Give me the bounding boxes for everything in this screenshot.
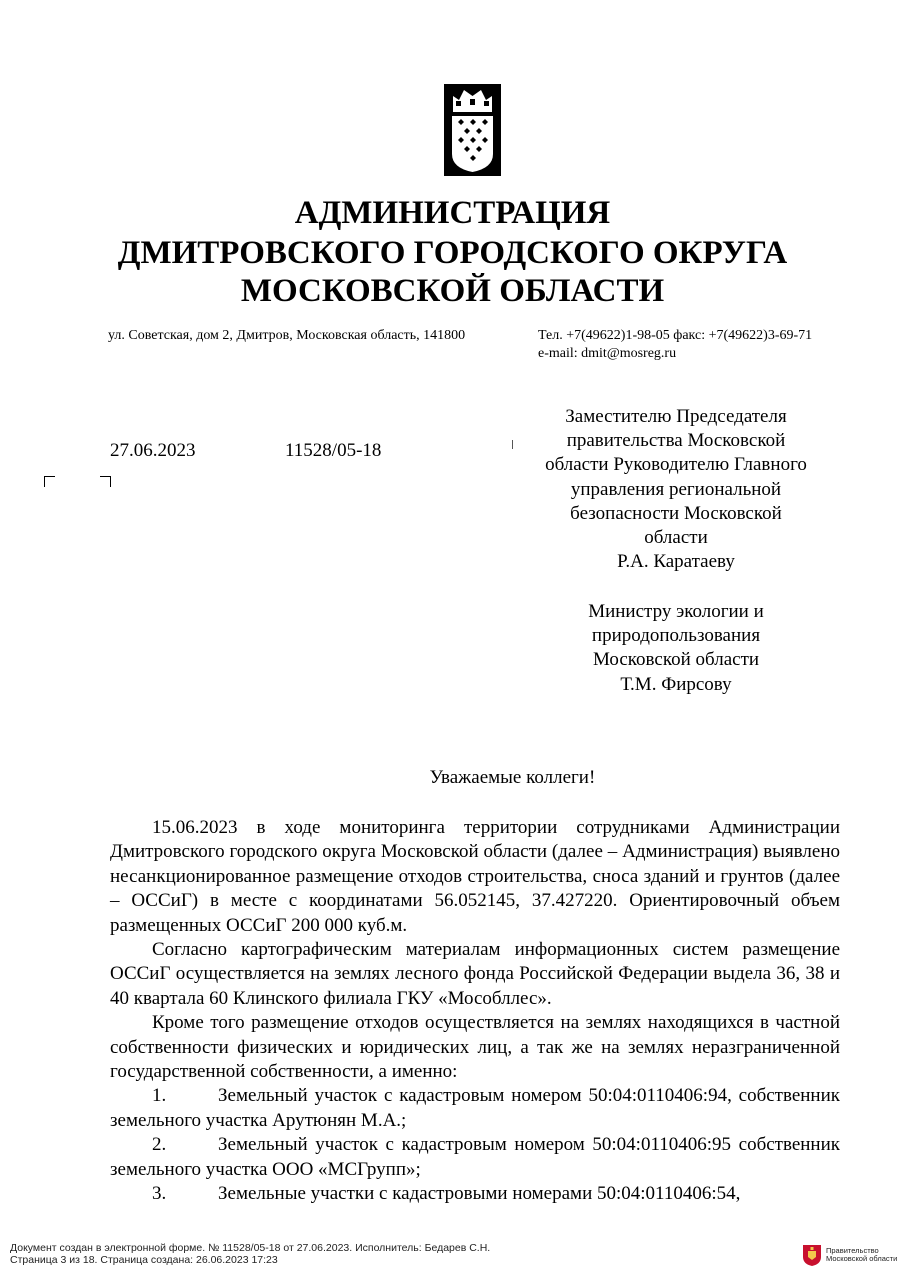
body-paragraph: 15.06.2023 в ходе мониторинга территории сотрудниками Администрации Дмитровского городского округа Московской области (далее – Администрация) выявлено несанкционированное размещение отходов строительства, сноса зданий и грунтов (далее – ОССиГ) в месте с координатами 56.052145, 37.427220. Ориентировочный объем размещенных ОССиГ 200 000 куб.м. — [110, 817, 840, 936]
organization-address: ул. Советская, дом 2, Дмитров, Московская область, 141800 — [108, 328, 466, 343]
registration-date: 27.06.2023 — [110, 440, 196, 461]
list-item — [110, 1133, 840, 1182]
list-item — [110, 1182, 840, 1206]
field-mark — [512, 440, 513, 449]
recipient-line: правительства Московской — [566, 430, 786, 452]
list-item-number: 2. — [152, 1134, 167, 1156]
recipient-block-1 — [525, 405, 827, 574]
recipient-line: Министру экологии и — [588, 601, 764, 622]
organization-phone-fax: Тел. +7(49622)1-98-05 факс: +7(49622)3-69-71 — [538, 328, 813, 343]
moscow-region-emblem-icon — [802, 1243, 822, 1267]
recipient-block-2 — [525, 600, 827, 697]
body-paragraph: Согласно картографическим материалам информационных систем размещение ОССиГ осуществляется на землях лесного фонда Российской Федерации выдела 36, 38 и 40 квартала 60 Клинского филиала ГКУ «Мособллес». — [110, 939, 840, 1009]
address-corner-right — [100, 476, 111, 487]
recipient-line: природопользования — [591, 625, 761, 647]
list-item-number: 1. — [152, 1085, 167, 1107]
document-footer — [10, 1242, 490, 1266]
footer-page-info: Страница 3 из 18. Страница создана: 26.06.2023 17:23 — [10, 1254, 278, 1266]
gov-text-line-2: Московской области — [826, 1254, 898, 1263]
body-paragraph: Кроме того размещение отходов осуществляется на землях находящихся в частной собственности физических и юридических лиц, а так же на землях неразграниченной государственной собственности, а именно: — [110, 1012, 840, 1083]
recipient-line: безопасности Московской — [570, 502, 782, 524]
coat-of-arms-icon — [444, 84, 501, 176]
recipient-name: Т.М. Фирсову — [620, 673, 732, 695]
registration-number: 11528/05-18 — [285, 440, 382, 461]
list-item — [110, 1084, 840, 1133]
recipient-name: Р.А. Каратаеву — [617, 551, 735, 573]
recipient-line: Заместителю Председателя — [565, 406, 787, 427]
organization-email: e-mail: dmit@mosreg.ru — [538, 346, 677, 361]
recipient-line: области Руководителю Главного — [545, 454, 807, 476]
list-item-text: Земельный участок с кадастровым номером 50:04:0110406:94, собственник земельного участка Арутюнян М.А.; — [110, 1085, 840, 1131]
recipient-line: управления региональной — [570, 478, 782, 500]
list-item-text: Земельные участки с кадастровыми номерами 50:04:0110406:54, — [218, 1183, 741, 1205]
government-logo — [802, 1243, 897, 1267]
letter-body — [110, 816, 840, 1207]
list-item-number: 3. — [152, 1183, 167, 1205]
organization-title-line-2: ДМИТРОВСКОГО ГОРОДСКОГО ОКРУГА — [117, 235, 788, 271]
recipient-line: области — [644, 527, 708, 549]
gov-text-line-1: Правительство — [826, 1245, 879, 1255]
salutation: Уважаемые коллеги! — [429, 767, 596, 788]
organization-title-line-3: МОСКОВСКОЙ ОБЛАСТИ — [240, 273, 665, 309]
recipient-line: Московской области — [592, 649, 760, 671]
address-corner-left — [44, 476, 55, 487]
list-item-text: Земельный участок с кадастровым номером 50:04:0110406:95 собственник земельного участка ООО «МСГрупп»; — [110, 1134, 840, 1180]
footer-document-info: Документ создан в электронной форме. № 11528/05-18 от 27.06.2023. Исполнитель: Бедарев С.Н. — [10, 1242, 491, 1254]
organization-title-line-1: АДМИНИСТРАЦИЯ — [294, 195, 611, 231]
